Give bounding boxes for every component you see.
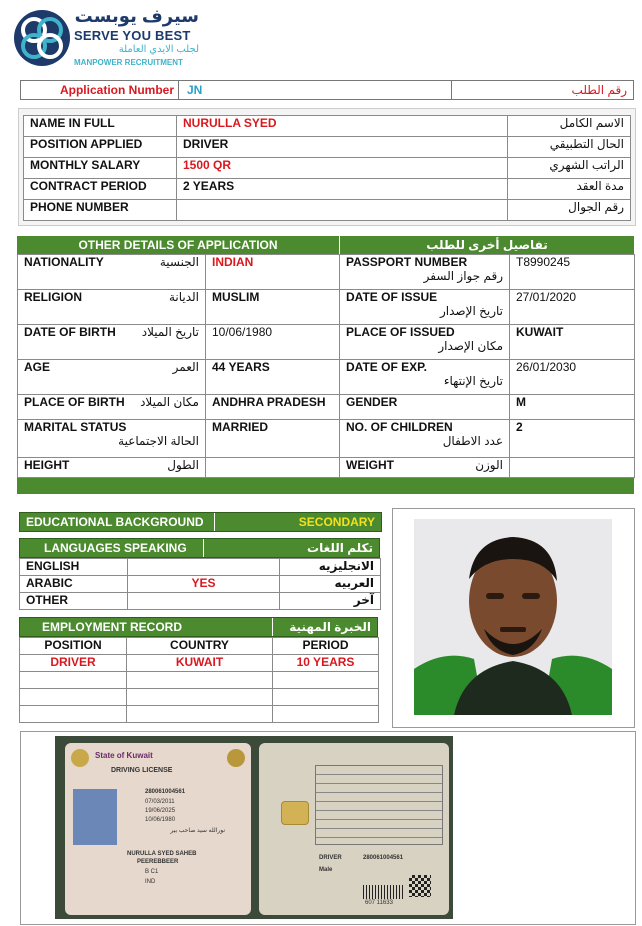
other-details-section — [17, 236, 634, 496]
license-nationality: IND — [145, 879, 156, 885]
label-salary: MONTHLY SALARY — [24, 158, 177, 179]
license-chip-icon — [281, 801, 309, 825]
application-number-bar — [20, 80, 634, 100]
value-passport[interactable]: T8990245 — [510, 255, 635, 290]
language-english-value[interactable] — [128, 559, 280, 576]
employment-country[interactable]: KUWAIT — [127, 655, 273, 672]
details-row-marital — [18, 420, 635, 458]
basic-row-salary — [24, 158, 631, 179]
license-back-card — [259, 743, 449, 915]
value-height[interactable] — [206, 458, 340, 478]
logo-arabic-tag: لجلب الايدي العاملة — [118, 44, 199, 55]
employment-row — [20, 689, 379, 706]
employment-position[interactable] — [20, 706, 127, 723]
value-date-exp[interactable]: 26/01/2030 — [510, 360, 635, 395]
employment-row — [20, 655, 379, 672]
label-date-issue-ar: تاريخ الإصدار — [439, 304, 503, 318]
license-back-gender: Male — [319, 867, 333, 873]
employment-table — [19, 637, 379, 723]
label-place-issued: PLACE OF ISSUED — [346, 325, 455, 339]
language-other-ar: آخر — [280, 593, 381, 610]
details-row-height — [18, 458, 635, 478]
employment-period[interactable]: 10 YEARS — [273, 655, 379, 672]
logo-english-name: SERVE YOU BEST — [74, 28, 191, 43]
basic-info-panel — [18, 108, 636, 226]
license-back-civil: 280061004561 — [363, 855, 404, 861]
details-row-age — [18, 360, 635, 395]
value-children[interactable]: 2 — [510, 420, 635, 458]
other-details-title-ar: تفاصيل أخرى للطلب — [426, 238, 548, 252]
label-weight-ar: الوزن — [475, 458, 503, 472]
value-marital[interactable]: MARRIED — [206, 420, 340, 458]
license-issue: 07/03/2011 — [145, 799, 175, 805]
label-weight: WEIGHT — [346, 458, 394, 472]
education-value[interactable]: SECONDARY — [298, 515, 375, 529]
details-row-pob — [18, 395, 635, 420]
label-pob-ar: مكان الميلاد — [140, 395, 199, 409]
education-label: EDUCATIONAL BACKGROUND — [26, 515, 204, 529]
license-seal-icon — [227, 749, 245, 767]
employment-position[interactable] — [20, 672, 127, 689]
license-frame — [20, 731, 636, 925]
language-arabic-ar: العربيه — [280, 576, 381, 593]
license-name: NURULLA SYED SAHEB — [127, 851, 197, 857]
employment-position[interactable]: DRIVER — [20, 655, 127, 672]
basic-row-position — [24, 137, 631, 158]
basic-row-phone — [24, 200, 631, 221]
label-nationality: NATIONALITY — [24, 255, 104, 269]
other-details-header — [17, 236, 634, 254]
cell-religion-label — [18, 290, 206, 325]
employment-row — [20, 672, 379, 689]
employment-col-period: PERIOD — [273, 638, 379, 655]
company-logo — [12, 6, 202, 72]
label-date-issue: DATE OF ISSUE — [346, 290, 438, 304]
license-expiry: 19/06/2025 — [145, 808, 176, 814]
languages-section — [19, 538, 380, 610]
license-emblem-icon — [71, 749, 89, 767]
language-row-arabic — [20, 576, 381, 593]
label-gender: GENDER — [340, 395, 510, 420]
cell-weight-label — [340, 458, 510, 478]
language-english-ar: الانجليزيه — [280, 559, 381, 576]
license-photo — [73, 789, 117, 845]
employment-period[interactable] — [273, 706, 379, 723]
employment-country[interactable] — [127, 672, 273, 689]
employment-header — [19, 617, 378, 637]
cell-issue-label — [340, 290, 510, 325]
label-date-exp-ar: تاريخ الإنتهاء — [443, 374, 503, 388]
basic-row-name — [24, 116, 631, 137]
label-passport: PASSPORT NUMBER — [346, 255, 468, 269]
label-nationality-ar: الجنسية — [159, 255, 199, 269]
other-details-title: OTHER DETAILS OF APPLICATION — [78, 238, 278, 252]
employment-header-row — [20, 638, 379, 655]
applicant-photo-frame — [392, 508, 635, 728]
label-phone-ar: رقم الجوال — [508, 200, 631, 221]
license-dob: 10/06/1980 — [145, 817, 176, 823]
license-name2: PEEREBBEER — [137, 859, 179, 865]
label-salary-ar: الراتب الشهري — [508, 158, 631, 179]
cell-marital-label — [18, 420, 206, 458]
details-row-nationality — [18, 255, 635, 290]
employment-country[interactable] — [127, 706, 273, 723]
value-pob[interactable]: ANDHRA PRADESH — [206, 395, 340, 420]
employment-header-divider — [272, 618, 273, 636]
label-position-ar: الحال التطبيقي — [508, 137, 631, 158]
value-place-issued[interactable]: KUWAIT — [510, 325, 635, 360]
cell-children-label — [340, 420, 510, 458]
label-religion-ar: الديانة — [168, 290, 199, 304]
employment-title: EMPLOYMENT RECORD — [42, 620, 183, 634]
employment-row — [20, 706, 379, 723]
employment-title-ar: الخبرة المهنية — [289, 620, 371, 634]
other-details-footer-bar — [17, 478, 634, 494]
value-phone[interactable] — [177, 200, 508, 221]
value-gender[interactable]: M — [510, 395, 635, 420]
language-english: ENGLISH — [20, 559, 128, 576]
employment-section — [19, 617, 378, 723]
label-children: NO. OF CHILDREN — [346, 420, 453, 434]
languages-header — [19, 538, 380, 558]
cell-passport-label — [340, 255, 510, 290]
label-contract: CONTRACT PERIOD — [24, 179, 177, 200]
basic-info-table — [23, 115, 631, 221]
application-number-label-ar: رقم الطلب — [571, 83, 627, 97]
label-place-issued-ar: مكان الإصدار — [438, 339, 503, 353]
cell-dob-label — [18, 325, 206, 360]
other-details-table — [17, 254, 635, 478]
applicant-photo — [414, 519, 612, 715]
language-other: OTHER — [20, 593, 128, 610]
employment-col-country: COUNTRY — [127, 638, 273, 655]
details-row-dob — [18, 325, 635, 360]
details-row-religion — [18, 290, 635, 325]
label-dob: DATE OF BIRTH — [24, 325, 116, 339]
employment-country[interactable] — [127, 689, 273, 706]
label-contract-ar: مدة العقد — [508, 179, 631, 200]
license-vehicle-grid — [315, 765, 443, 845]
employment-position[interactable] — [20, 689, 127, 706]
label-marital: MARITAL STATUS — [24, 420, 127, 434]
value-weight[interactable] — [510, 458, 635, 478]
basic-row-contract — [24, 179, 631, 200]
cell-place-issued-label — [340, 325, 510, 360]
application-number-label: Application Number — [21, 81, 179, 99]
cell-height-label — [18, 458, 206, 478]
label-age-ar: العمر — [172, 360, 199, 374]
languages-table — [19, 558, 381, 610]
cell-nationality-label — [18, 255, 206, 290]
value-position[interactable]: DRIVER — [177, 137, 508, 158]
label-marital-ar: الحالة الاجتماعية — [118, 434, 199, 448]
label-dob-ar: تاريخ الميلاد — [141, 325, 199, 339]
label-name: NAME IN FULL — [24, 116, 177, 137]
label-height-ar: الطول — [167, 458, 199, 472]
label-name-ar: الاسم الكامل — [508, 116, 631, 137]
language-row-english — [20, 559, 381, 576]
label-pob: PLACE OF BIRTH — [24, 395, 125, 409]
license-name-ar: نورالله سيد صاحب بير — [170, 828, 225, 834]
license-type: DRIVING LICENSE — [111, 767, 173, 774]
languages-title: LANGUAGES SPEAKING — [44, 541, 187, 555]
languages-header-divider — [203, 539, 204, 557]
education-bar — [19, 512, 382, 532]
value-name[interactable]: NURULLA SYED — [177, 116, 508, 137]
license-number: 280061004561 — [145, 789, 186, 795]
languages-title-ar: تكلم اللغات — [307, 541, 373, 555]
employment-period[interactable] — [273, 689, 379, 706]
logo-arabic-name: سيرف يوبست — [74, 6, 199, 26]
cell-exp-label — [340, 360, 510, 395]
education-divider — [214, 513, 215, 531]
label-height: HEIGHT — [24, 458, 70, 472]
logo-english-tag: MANPOWER RECRUITMENT — [74, 58, 183, 67]
label-religion: RELIGION — [24, 290, 83, 304]
value-age[interactable]: 44 YEARS — [206, 360, 340, 395]
employment-col-position: POSITION — [20, 638, 127, 655]
label-position: POSITION APPLIED — [24, 137, 177, 158]
label-children-ar: عدد الاطفال — [442, 434, 503, 448]
value-religion[interactable]: MUSLIM — [206, 290, 340, 325]
license-country: State of Kuwait — [95, 751, 153, 760]
value-salary[interactable]: 1500 QR — [177, 158, 508, 179]
label-age: AGE — [24, 360, 51, 374]
language-row-other — [20, 593, 381, 610]
value-date-issue[interactable]: 27/01/2020 — [510, 290, 635, 325]
license-back-serial: 607 11633 — [365, 900, 393, 906]
license-class: B C1 — [145, 869, 159, 875]
label-phone: PHONE NUMBER — [24, 200, 177, 221]
language-other-value[interactable] — [128, 593, 280, 610]
cell-age-label — [18, 360, 206, 395]
value-dob[interactable]: 10/06/1980 — [206, 325, 340, 360]
license-qr-icon — [409, 875, 431, 897]
label-date-exp: DATE OF EXP. — [346, 360, 427, 374]
language-arabic: ARABIC — [20, 576, 128, 593]
cell-pob-label — [18, 395, 206, 420]
value-nationality[interactable]: INDIAN — [206, 255, 340, 290]
language-arabic-value[interactable]: YES — [128, 576, 280, 593]
application-number-divider — [451, 81, 452, 99]
license-front-card — [65, 743, 251, 915]
application-number-value[interactable]: JN — [187, 83, 203, 97]
license-barcode — [363, 885, 403, 899]
label-passport-ar: رقم جواز السفر — [423, 269, 503, 283]
employment-period[interactable] — [273, 672, 379, 689]
license-back-profession: DRIVER — [319, 855, 342, 861]
logo-knot-icon — [12, 8, 72, 68]
value-contract[interactable]: 2 YEARS — [177, 179, 508, 200]
